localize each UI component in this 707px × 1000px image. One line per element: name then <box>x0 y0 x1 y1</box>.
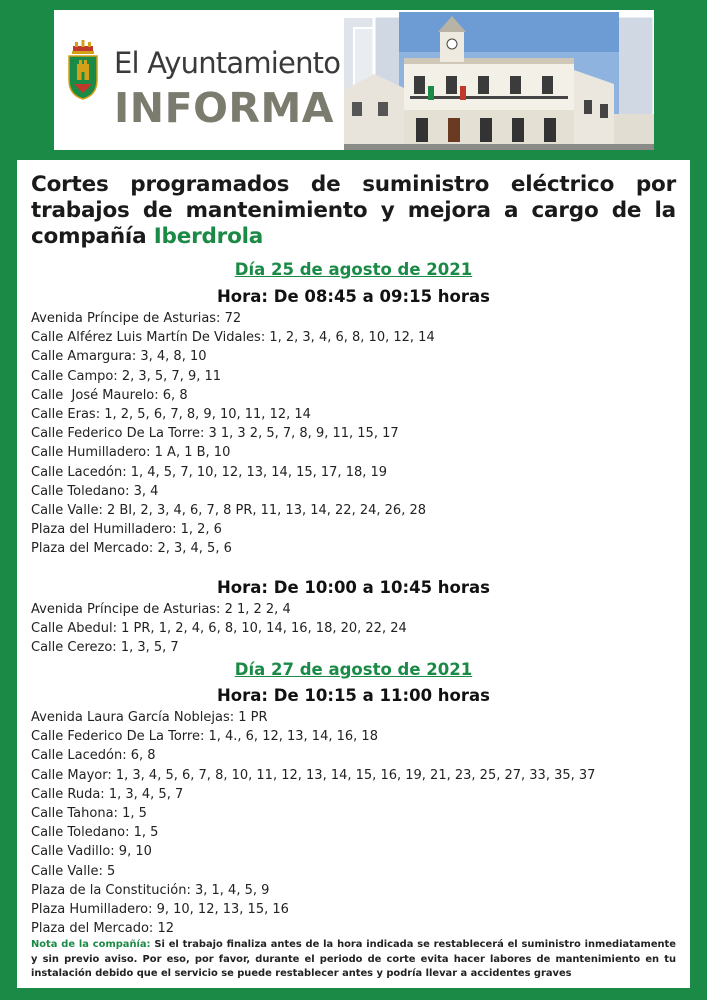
list-item: Avenida Príncipe de Asturias: 72 <box>31 311 242 326</box>
hour-slot-1015: Hora: De 10:15 a 11:00 horas <box>217 686 490 705</box>
list-item: Calle Federico De La Torre: 1, 4., 6, 12, 13, 14, 16, 18 <box>31 729 378 745</box>
company-name: Iberdrola <box>153 224 264 249</box>
street-list-day25-slot2 <box>31 600 407 658</box>
list-item: Calle Alférez Luis Martín De Vidales: 1, 2, 3, 4, 6, 8, 10, 12, 14 <box>31 330 435 346</box>
list-item: Calle Toledano: 3, 4 <box>31 483 159 499</box>
list-item: Plaza de la Constitución: 3, 1, 4, 5, 9 <box>31 882 270 898</box>
list-item: Calle Campo: 2, 3, 5, 7, 9, 11 <box>31 368 222 384</box>
list-item: Plaza del Mercado: 12 <box>31 921 174 937</box>
list-item: Calle Abedul: 1 PR, 1, 2, 4, 6, 8, 10, 14, 16, 18, 20, 22, 24 <box>31 621 407 637</box>
list-item: Plaza del Humilladero: 1, 2, 6 <box>31 522 222 538</box>
list-item: Calle Eras: 1, 2, 5, 6, 7, 8, 9, 10, 11, 12, 14 <box>31 407 311 423</box>
banner-title: El Ayuntamiento <box>114 46 341 80</box>
list-item: Avenida Príncipe de Asturias: 2 1, 2 2, 4 <box>31 602 291 617</box>
hour-slot-0845: Hora: De 08:45 a 09:15 horas <box>217 287 490 306</box>
list-item: Calle Lacedón: 6, 8 <box>31 748 156 764</box>
list-item: Calle Valle: 2 BI, 2, 3, 4, 6, 7, 8 PR, 11, 13, 14, 22, 24, 26, 28 <box>31 503 427 519</box>
town-hall-photo <box>344 10 654 150</box>
page-title <box>31 172 676 250</box>
street-list-day27-slot1 <box>31 708 595 938</box>
list-item: Calle Amargura: 3, 4, 8, 10 <box>31 349 207 365</box>
list-item: Calle Tahona: 1, 5 <box>31 806 147 822</box>
note-text: Si el trabajo finaliza antes de la hora indicada se restablecerá el suministro inmediatamente y sin previo aviso. Por eso, por favor, durante el periodo de corte evita hacer labores de mantenimiento en tu instalación debido que el servicio se puede restablecer antes y podría llevar a accidentes graves <box>31 939 676 980</box>
list-item: Calle José Maurelo: 6, 8 <box>31 387 188 403</box>
day-25-heading: Día 25 de agosto de 2021 <box>234 260 473 279</box>
list-item: Calle Humilladero: 1 A, 1 B, 10 <box>31 445 231 461</box>
company-note <box>31 938 676 982</box>
header-banner <box>54 10 654 150</box>
headline-text: Cortes programados de suministro eléctrico por trabajos de mantenimiento y mejora a cargo de la compañía <box>31 172 676 249</box>
note-label: Nota de la compañía: <box>31 939 151 950</box>
list-item: Calle Federico De La Torre: 3 1, 3 2, 5, 7, 8, 9, 11, 15, 17 <box>31 426 399 442</box>
hour-slot-1000: Hora: De 10:00 a 10:45 horas <box>217 578 490 597</box>
list-item: Calle Ruda: 1, 3, 4, 5, 7 <box>31 786 184 802</box>
list-item: Calle Toledano: 1, 5 <box>31 825 159 841</box>
list-item: Calle Vadillo: 9, 10 <box>31 844 152 860</box>
list-item: Calle Mayor: 1, 3, 4, 5, 6, 7, 8, 10, 11, 12, 13, 14, 15, 16, 19, 21, 23, 25, 27, 33, 35, 37 <box>31 767 596 783</box>
list-item: Plaza Humilladero: 9, 10, 12, 13, 15, 16 <box>31 902 289 918</box>
municipal-crest-icon <box>66 40 100 100</box>
banner-subtitle: INFORMA <box>114 84 335 132</box>
list-item: Calle Valle: 5 <box>31 863 116 879</box>
list-item: Avenida Laura García Noblejas: 1 PR <box>31 710 268 725</box>
list-item: Plaza del Mercado: 2, 3, 4, 5, 6 <box>31 541 232 557</box>
street-list-day25-slot1 <box>31 309 435 559</box>
notice-panel <box>17 160 690 988</box>
list-item: Calle Lacedón: 1, 4, 5, 7, 10, 12, 13, 14, 15, 17, 18, 19 <box>31 464 388 480</box>
list-item: Calle Cerezo: 1, 3, 5, 7 <box>31 640 179 656</box>
day-27-heading: Día 27 de agosto de 2021 <box>234 660 473 679</box>
